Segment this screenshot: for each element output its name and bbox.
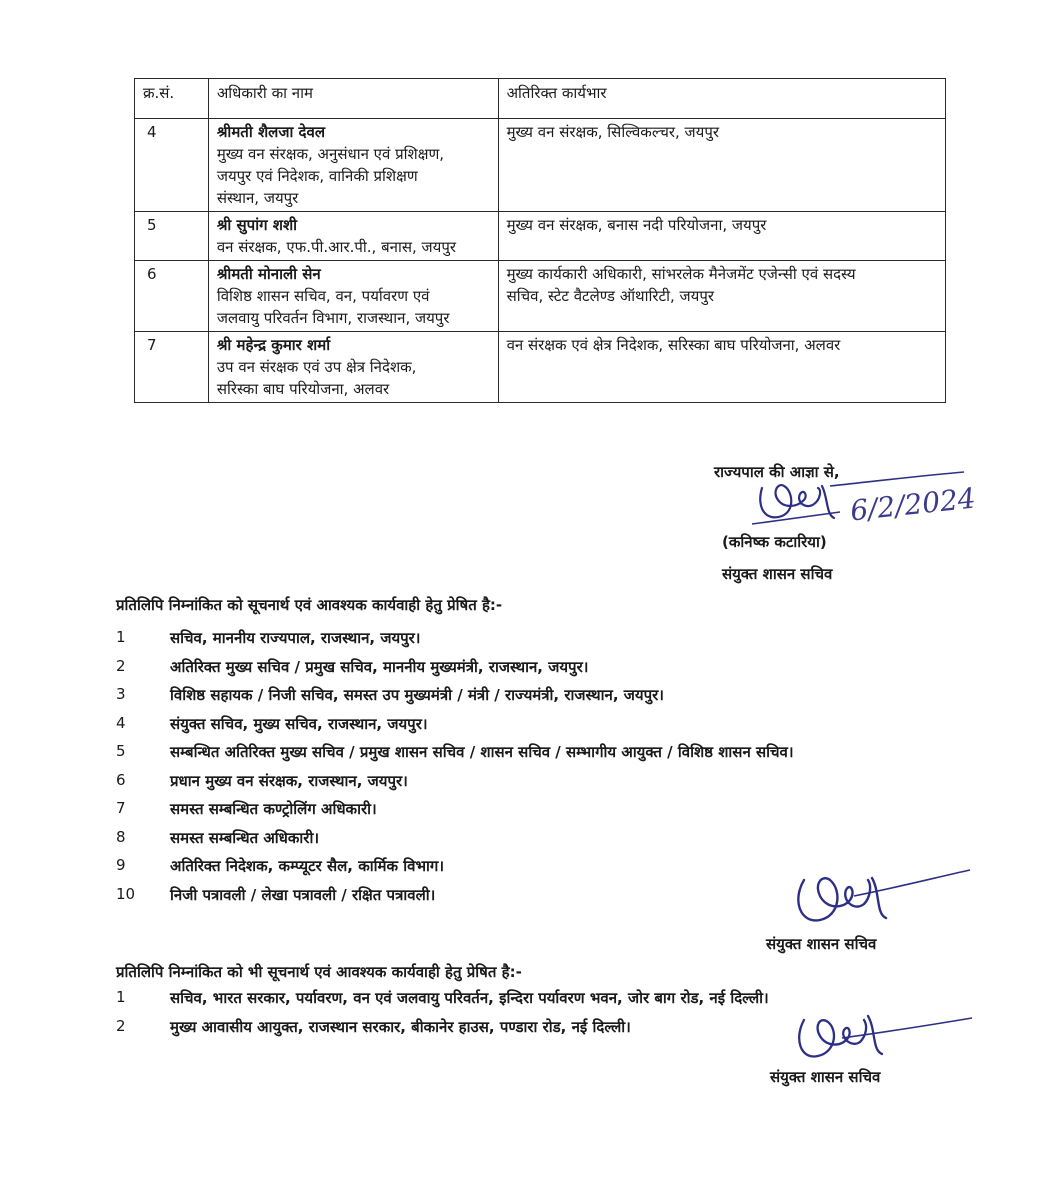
item-text: मुख्य आवासीय आयुक्त, राजस्थान सरकार, बीकानेर हाउस, पण्डारा रोड, नई दिल्ली। — [170, 1017, 631, 1036]
charge-line: वन संरक्षक एवं क्षेत्र निदेशक, सरिस्का बाघ परियोजना, अलवर — [506, 336, 841, 354]
item-text: सम्बन्धित अतिरिक्त मुख्य सचिव / प्रमुख शासन सचिव / शासन सचिव / सम्भागीय आयुक्त / विशिष्ठ शासन सचिव। — [170, 743, 794, 761]
handwritten-date: 6/2/2024 — [848, 481, 978, 528]
item-text: अतिरिक्त निदेशक, कम्प्यूटर सैल, कार्मिक विभाग। — [170, 857, 444, 875]
charge-line: मुख्य कार्यकारी अधिकारी, सांभरलेक मैनेजमेंट एजेन्सी एवं सदस्य — [506, 265, 856, 283]
row-charge — [498, 212, 945, 261]
signatory-name: (कनिष्क कटारिया) — [722, 533, 827, 551]
table-row — [135, 212, 946, 261]
table-row — [135, 332, 946, 403]
row-serial: 5 — [135, 212, 209, 261]
row-charge — [498, 332, 945, 403]
signatory-designation: संयुक्त शासन सचिव — [766, 935, 877, 953]
officer-designation-line: सरिस्का बाघ परियोजना, अलवर — [216, 380, 390, 398]
officer-designation-line: जलवायु परिवर्तन विभाग, राजस्थान, जयपुर — [216, 309, 450, 327]
item-text: समस्त सम्बन्धित कण्ट्रोलिंग अधिकारी। — [170, 800, 377, 818]
signatory-designation: संयुक्त शासन सचिव — [722, 565, 833, 583]
item-text: समस्त सम्बन्धित अधिकारी। — [170, 828, 320, 847]
officer-name: श्रीमती मोनाली सेन — [216, 265, 321, 283]
charge-line: मुख्य वन संरक्षक, बनास नदी परियोजना, जयपुर — [506, 216, 767, 234]
officer-designation-line: वन संरक्षक, एफ.पी.आर.पी., बनास, जयपुर — [216, 238, 457, 256]
officer-designation-line: संस्थान, जयपुर — [216, 189, 299, 207]
item-text: सचिव, माननीय राज्यपाल, राजस्थान, जयपुर। — [170, 629, 421, 647]
officer-designation-line: विशिष्ठ शासन सचिव, वन, पर्यावरण एवं — [216, 287, 430, 305]
item-number: 10 — [116, 884, 136, 903]
header-serial: क्र.सं. — [135, 79, 209, 119]
header-officer-name: अधिकारी का नाम — [208, 79, 498, 119]
item-text: अतिरिक्त मुख्य सचिव / प्रमुख सचिव, माननीय मुख्यमंत्री, राजस्थान, जयपुर। — [170, 657, 589, 676]
item-text: सचिव, भारत सरकार, पर्यावरण, वन एवं जलवायु परिवर्तन, इन्दिरा पर्यावरण भवन, जोर बाग रोड, नई दिल्ली। — [170, 989, 769, 1007]
item-number: 1 — [116, 988, 126, 1006]
charge-line: सचिव, स्टेट वैटलेण्ड ऑथारिटी, जयपुर — [506, 287, 715, 305]
item-number: 2 — [116, 656, 126, 675]
row-serial: 6 — [135, 261, 209, 332]
copy-list-heading: प्रतिलिपि निम्नांकित को सूचनार्थ एवं आवश्यक कार्यवाही हेतु प्रेषित है:- — [116, 596, 503, 614]
row-officer — [208, 119, 498, 212]
officer-name: श्री महेन्द्र कुमार शर्मा — [216, 336, 331, 354]
row-officer — [208, 261, 498, 332]
officer-name: श्री सुपांग शशी — [216, 216, 298, 234]
item-number: 4 — [116, 713, 126, 732]
additional-charge-table — [134, 78, 946, 403]
row-officer — [208, 332, 498, 403]
officer-designation-line: उप वन संरक्षक एवं उप क्षेत्र निदेशक, — [216, 358, 417, 376]
item-text: प्रधान मुख्य वन संरक्षक, राजस्थान, जयपुर। — [170, 771, 408, 790]
handwritten-signature — [786, 1010, 976, 1066]
handwritten-signature — [784, 866, 974, 930]
officer-name: श्रीमती शैलजा देवल — [216, 123, 326, 141]
table-header-row — [135, 79, 946, 119]
item-number: 6 — [116, 770, 126, 789]
item-number: 5 — [116, 742, 126, 760]
item-text: संयुक्त सचिव, मुख्य सचिव, राजस्थान, जयपुर। — [170, 714, 428, 733]
item-number: 8 — [116, 827, 126, 846]
item-number: 2 — [116, 1016, 126, 1035]
officer-designation-line: मुख्य वन संरक्षक, अनुसंधान एवं प्रशिक्षण, — [216, 145, 445, 163]
row-serial: 4 — [135, 119, 209, 212]
table-row — [135, 261, 946, 332]
table-row — [135, 119, 946, 212]
row-officer — [208, 212, 498, 261]
item-text: निजी पत्रावली / लेखा पत्रावली / रक्षित पत्रावली। — [170, 885, 436, 904]
header-additional-charge: अतिरिक्त कार्यभार — [498, 79, 945, 119]
row-serial: 7 — [135, 332, 209, 403]
copy-list-heading: प्रतिलिपि निम्नांकित को भी सूचनार्थ एवं आवश्यक कार्यवाही हेतु प्रेषित है:- — [116, 963, 522, 981]
item-text: विशिष्ठ सहायक / निजी सचिव, समस्त उप मुख्यमंत्री / मंत्री / राज्यमंत्री, राजस्थान, जयपुर। — [170, 686, 664, 704]
item-number: 3 — [116, 685, 126, 703]
row-charge — [498, 119, 945, 212]
signatory-designation: संयुक्त शासन सचिव — [770, 1068, 881, 1086]
officer-designation-line: जयपुर एवं निदेशक, वानिकी प्रशिक्षण — [216, 167, 418, 185]
row-charge — [498, 261, 945, 332]
item-number: 1 — [116, 628, 126, 646]
charge-line: मुख्य वन संरक्षक, सिल्विकल्चर, जयपुर — [506, 123, 720, 141]
item-number: 9 — [116, 856, 126, 874]
item-number: 7 — [116, 799, 126, 817]
by-order-of-governor: राज्यपाल की आज्ञा से, — [714, 463, 840, 481]
